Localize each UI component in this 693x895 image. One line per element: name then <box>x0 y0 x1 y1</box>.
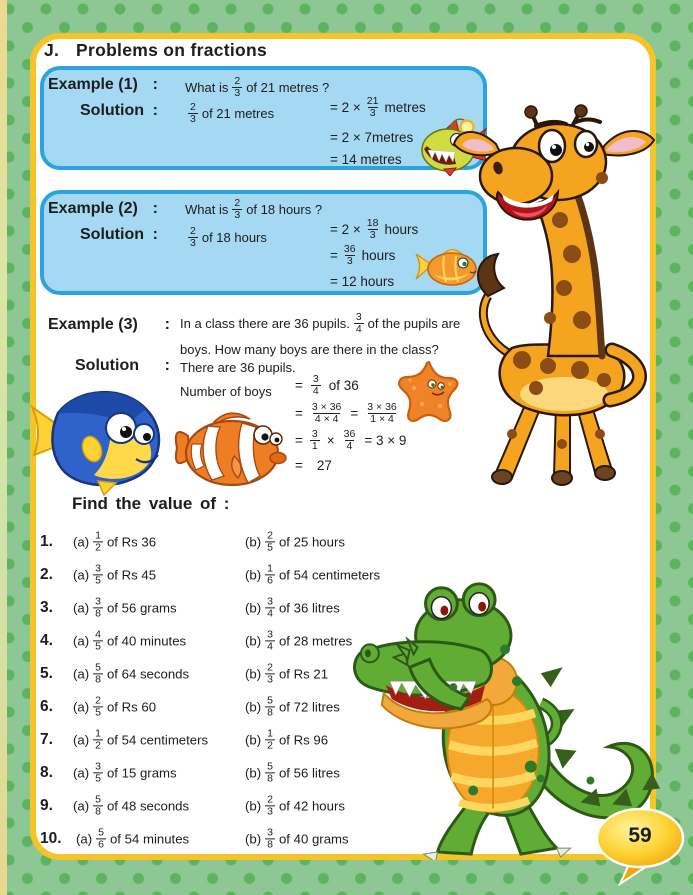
fraction-numerator: 3 <box>95 595 101 608</box>
fraction <box>310 402 344 425</box>
exercise-text: of 15 grams <box>106 765 177 781</box>
fraction-numerator: 3 <box>95 562 101 575</box>
fraction-numerator: 36 <box>343 428 356 440</box>
exercise-part-b <box>245 695 340 718</box>
fraction-numerator: 2 <box>190 101 196 113</box>
fraction-denominator: 5 <box>95 772 101 785</box>
fraction <box>342 429 358 452</box>
example-3-solution-label <box>75 357 170 375</box>
example-1-solution-label <box>80 102 158 120</box>
fraction <box>265 662 275 685</box>
fraction-numerator: 2 <box>234 75 241 87</box>
fraction <box>188 226 198 249</box>
part-label: (a) <box>73 666 90 682</box>
exercise-part-a <box>73 596 177 619</box>
part-label: (b) <box>245 732 262 748</box>
fraction-denominator: 2 <box>267 739 273 752</box>
exercise-number: 6. <box>40 698 53 715</box>
part-label: (b) <box>245 534 262 550</box>
fraction <box>265 563 275 586</box>
equation-text: of 36 <box>328 378 359 394</box>
blue-tang-fish-illustration <box>28 383 176 497</box>
example-3-step-4 <box>295 458 332 473</box>
solution-text: Solution <box>80 226 144 243</box>
exercise-part-b <box>245 530 345 553</box>
equation-text: = 12 hours <box>330 274 395 289</box>
question-text: What is <box>185 80 229 96</box>
fraction <box>265 728 275 751</box>
part-label: (a) <box>73 699 90 715</box>
fraction-denominator: 4 × 4 <box>314 413 339 426</box>
part-label: (a) <box>73 534 90 550</box>
fraction <box>188 102 198 125</box>
part-label: (b) <box>245 567 262 583</box>
problem-text: In a class there are 36 pupils. <box>180 316 350 332</box>
exercise-text: of 40 minutes <box>106 633 187 649</box>
fraction <box>265 530 275 553</box>
fraction <box>265 629 275 652</box>
fraction-numerator: 2 <box>95 694 101 707</box>
fraction <box>265 827 275 850</box>
exercise-part-b <box>245 794 345 817</box>
equation-text: hours <box>384 222 419 238</box>
part-label: (a) <box>76 831 93 847</box>
exercise-part-a <box>76 827 189 850</box>
fraction <box>93 695 103 718</box>
fraction-denominator: 2 <box>95 739 101 752</box>
colon: : <box>164 316 170 333</box>
exercise-text: of 54 centimeters <box>106 732 209 748</box>
fraction <box>365 96 381 119</box>
equals-sign: = <box>350 406 359 422</box>
fraction-denominator: 6 <box>267 574 273 587</box>
fraction <box>354 312 364 335</box>
exercise-part-a <box>73 728 208 751</box>
fraction <box>93 563 103 586</box>
exercise-text: of 42 hours <box>278 798 345 814</box>
exercise-number: 9. <box>40 797 53 814</box>
fraction-denominator: 8 <box>267 772 273 785</box>
fraction-denominator: 8 <box>95 805 101 818</box>
question-text: of 21 metres ? <box>246 80 330 96</box>
fraction-numerator: 3 <box>267 628 273 641</box>
part-label: (a) <box>73 732 90 748</box>
fraction-numerator: 5 <box>98 826 104 839</box>
part-label: (b) <box>245 699 262 715</box>
fraction-numerator: 5 <box>95 793 101 806</box>
fraction-numerator: 2 <box>267 529 273 542</box>
part-label: (a) <box>73 633 90 649</box>
fraction-denominator: 3 <box>267 805 273 818</box>
question-text: of 18 hours ? <box>246 202 323 218</box>
find-heading: Find the value of : <box>72 494 230 513</box>
exercise-text: of Rs 21 <box>278 666 329 682</box>
fraction <box>232 76 242 99</box>
fraction-denominator: 3 <box>234 87 241 100</box>
fraction-denominator: 4 <box>355 323 362 336</box>
page-edge-stripe <box>0 0 7 895</box>
fraction-numerator: 5 <box>95 661 101 674</box>
example-2-solution-label <box>80 226 158 244</box>
example-3-solution-line-2: Number of boys <box>180 384 272 399</box>
giraffe-illustration <box>452 104 657 499</box>
part-label: (b) <box>245 798 262 814</box>
exercise-number: 3. <box>40 599 53 616</box>
exercise-row-1 <box>40 527 485 557</box>
fraction-denominator: 3 <box>267 673 273 686</box>
fraction-denominator: 2 <box>95 541 101 554</box>
exercise-text: of 54 centimeters <box>278 567 381 583</box>
fraction-numerator: 5 <box>267 760 273 773</box>
exercise-text: of 56 grams <box>106 600 177 616</box>
fraction <box>93 530 103 553</box>
exercise-part-b <box>245 761 340 784</box>
exercise-number: 5. <box>40 665 53 682</box>
example-3-label <box>48 316 170 334</box>
exercise-number: 8. <box>40 764 53 781</box>
colon: : <box>152 200 158 217</box>
clownfish-illustration <box>170 400 290 497</box>
fraction-numerator: 21 <box>366 95 379 107</box>
part-label: (a) <box>73 600 90 616</box>
fraction-numerator: 3 <box>267 826 273 839</box>
fraction <box>310 429 320 452</box>
part-label: (a) <box>73 567 90 583</box>
fraction-denominator: 3 <box>190 113 196 126</box>
example-3-step-2 <box>295 402 399 425</box>
fraction <box>93 761 103 784</box>
part-label: (b) <box>245 831 262 847</box>
exercise-part-b <box>245 662 328 685</box>
exercise-part-a <box>73 695 156 718</box>
example-3-solution-line-1: There are 36 pupils. <box>180 360 296 375</box>
equation-text: metres <box>384 100 426 116</box>
fraction <box>365 218 381 241</box>
equation-text: = <box>330 248 338 264</box>
example-2-label <box>48 200 158 218</box>
fraction-denominator: 3 <box>234 209 241 222</box>
exercise-text: of 40 grams <box>278 831 349 847</box>
fraction-numerator: 36 <box>343 243 356 255</box>
fraction-numerator: 1 <box>267 562 273 575</box>
example-2-lhs <box>188 226 267 249</box>
fraction-numerator: 3 <box>95 760 101 773</box>
fraction-denominator: 1 × 4 <box>370 413 394 426</box>
colon: : <box>164 357 170 374</box>
equals-sign: = <box>295 406 303 422</box>
equation-text: = 2 × <box>330 222 361 238</box>
fraction-denominator: 3 <box>346 255 353 268</box>
fraction-denominator: 6 <box>98 838 104 851</box>
exercise-part-a <box>73 629 186 652</box>
exercise-part-a <box>73 563 156 586</box>
exercise-part-a <box>73 761 177 784</box>
exercise-text: of 72 litres <box>278 699 340 715</box>
fraction-numerator: 3 × 36 <box>311 401 342 413</box>
equation-text: = 3 × 9 <box>364 433 407 449</box>
colon: : <box>152 76 158 93</box>
equation-text: = 2 × <box>330 100 361 116</box>
fraction-numerator: 1 <box>95 529 101 542</box>
part-label: (b) <box>245 600 262 616</box>
times-sign: × <box>326 433 335 449</box>
example-2-question <box>185 198 322 221</box>
exercise-text: of Rs 60 <box>106 699 157 715</box>
example-label-text: Example (1) <box>48 76 138 93</box>
equation-result: 27 <box>316 458 332 473</box>
part-label: (b) <box>245 765 262 781</box>
fraction-numerator: 2 <box>190 225 196 237</box>
exercise-text: of Rs 45 <box>106 567 157 583</box>
fraction-denominator: 5 <box>95 574 101 587</box>
exercise-text: of Rs 96 <box>278 732 329 748</box>
example-1-step-1 <box>330 96 426 119</box>
section-label: J. <box>44 40 60 60</box>
fraction <box>311 374 321 397</box>
exercise-part-b <box>245 728 328 751</box>
example-1-lhs <box>188 102 274 125</box>
fraction-denominator: 5 <box>95 706 101 719</box>
fraction-denominator: 4 <box>267 607 273 620</box>
fraction-numerator: 4 <box>95 628 101 641</box>
fraction-denominator: 4 <box>346 440 353 453</box>
fraction <box>342 244 358 267</box>
fraction-denominator: 8 <box>267 838 273 851</box>
example-3-text-line-1 <box>180 312 460 335</box>
example-3-step-1 <box>295 374 359 397</box>
exercise-text: of 48 seconds <box>106 798 190 814</box>
fraction-denominator: 3 <box>190 237 196 250</box>
exercise-number: 7. <box>40 731 53 748</box>
part-label: (b) <box>245 633 262 649</box>
fraction-numerator: 3 <box>312 373 319 385</box>
exercise-part-a <box>73 530 156 553</box>
fraction-numerator: 3 × 36 <box>367 401 397 413</box>
equation-text: hours <box>361 248 396 264</box>
equation-text: = 2 × 7metres <box>330 130 414 145</box>
exercise-number: 4. <box>40 632 53 649</box>
fraction <box>265 596 275 619</box>
example-1-question <box>185 76 329 99</box>
part-label: (a) <box>73 765 90 781</box>
example-3-step-3 <box>295 429 406 452</box>
exercise-number: 10. <box>40 830 62 847</box>
fraction-numerator: 18 <box>366 217 379 229</box>
part-label: (a) <box>73 798 90 814</box>
part-label: (b) <box>245 666 262 682</box>
fraction <box>93 662 103 685</box>
equals-sign: = <box>295 433 303 449</box>
exercise-part-a <box>73 794 189 817</box>
fraction <box>93 596 103 619</box>
exercise-part-b <box>245 629 352 652</box>
fraction <box>93 629 103 652</box>
exercise-part-b <box>245 827 349 850</box>
fraction-numerator: 5 <box>267 694 273 707</box>
exercise-text: of 54 minutes <box>109 831 190 847</box>
fraction <box>265 695 275 718</box>
fraction-denominator: 3 <box>369 107 376 120</box>
example-3-text-line-2: boys. How many boys are there in the class? <box>180 342 439 357</box>
exercise-text: of 28 metres <box>278 633 353 649</box>
equals-sign: = <box>295 378 303 394</box>
fraction-denominator: 4 <box>267 640 273 653</box>
example-label-text: Example (2) <box>48 200 138 217</box>
fraction <box>265 761 275 784</box>
exercise-number: 1. <box>40 533 53 550</box>
fraction <box>93 728 103 751</box>
example-2-step-1 <box>330 218 418 241</box>
fraction <box>93 794 103 817</box>
equation-text: = 14 metres <box>330 152 402 167</box>
question-text: What is <box>185 202 229 218</box>
fraction-numerator: 3 <box>355 311 362 323</box>
colon: : <box>152 102 158 119</box>
fraction-numerator: 2 <box>267 661 273 674</box>
fraction-denominator: 4 <box>312 385 319 398</box>
fraction-numerator: 3 <box>267 595 273 608</box>
page-title: Problems on fractions <box>76 40 268 60</box>
page-number: 59 <box>628 824 652 847</box>
fraction <box>232 198 242 221</box>
fraction-denominator: 5 <box>95 640 101 653</box>
example-1-label <box>48 76 158 94</box>
fraction <box>96 827 106 850</box>
colon: : <box>152 226 158 243</box>
fraction-numerator: 1 <box>267 727 273 740</box>
fraction-numerator: 2 <box>234 197 241 209</box>
exercise-number: 2. <box>40 566 53 583</box>
exercise-text: of 56 litres <box>278 765 340 781</box>
expression-text: of 21 metres <box>201 106 275 122</box>
exercise-text: of 64 seconds <box>106 666 190 682</box>
example-label-text: Example (3) <box>48 316 138 333</box>
solution-text: Solution <box>75 357 139 374</box>
exercise-text: of 25 hours <box>278 534 345 550</box>
expression-text: of 18 hours <box>201 230 267 246</box>
equals-sign: = <box>295 458 303 473</box>
exercise-text: of 36 litres <box>278 600 340 616</box>
fraction-denominator: 1 <box>311 440 318 453</box>
fraction-denominator: 5 <box>267 541 273 554</box>
example-1-step-2 <box>330 130 413 145</box>
example-1-step-3 <box>330 152 402 167</box>
exercise-part-a <box>73 662 189 685</box>
fraction-numerator: 3 <box>311 428 318 440</box>
fraction-numerator: 1 <box>95 727 101 740</box>
fraction-denominator: 8 <box>95 607 101 620</box>
problem-text: of the pupils are <box>367 316 461 332</box>
exercise-text: of Rs 36 <box>106 534 157 550</box>
solution-text: Solution <box>80 102 144 119</box>
fraction-numerator: 2 <box>267 793 273 806</box>
exercise-part-b <box>245 596 340 619</box>
fraction-denominator: 3 <box>369 229 376 242</box>
fraction <box>265 794 275 817</box>
fraction-denominator: 8 <box>267 706 273 719</box>
fraction-denominator: 8 <box>95 673 101 686</box>
example-2-step-3 <box>330 274 394 289</box>
example-2-step-2 <box>330 244 395 267</box>
